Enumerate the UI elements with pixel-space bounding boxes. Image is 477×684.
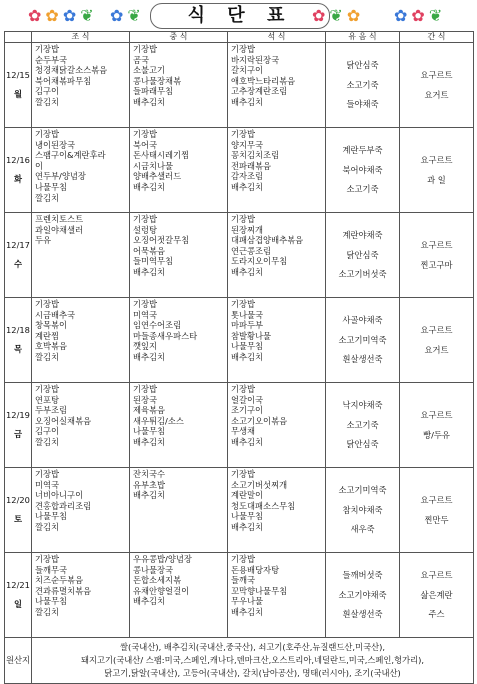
origin-line: 돼지고기(국내산/ 스팸:미국,스페인,캐나다,덴마크산,오스트리아,네덜란드,미국,스페인,헝가리),: [80, 655, 424, 665]
breakfast-cell: [32, 298, 130, 383]
menu-item: 꽁치김치조림: [231, 150, 280, 161]
menu-item: 배추김치: [133, 490, 166, 501]
menu-item: 도라지오이무침: [231, 256, 288, 267]
dinner-cell: [228, 553, 326, 638]
menu-item: 기장밥: [133, 384, 158, 394]
breakfast-cell: [32, 128, 130, 213]
menu-item: 견홍합과리조림: [35, 500, 92, 511]
menu-item: 새우죽: [350, 524, 375, 535]
menu-item: 나물무침: [35, 511, 68, 522]
menu-item: 요구르트: [420, 239, 453, 250]
day-cell: [5, 43, 32, 128]
corner-cell: [5, 32, 32, 43]
menu-item: 깔김치: [35, 521, 60, 532]
origin-row: [5, 638, 474, 684]
menu-item: 참발황나물: [231, 330, 272, 341]
lunch-cell: [130, 383, 228, 468]
menu-item: 요구르트: [420, 69, 453, 80]
snack-cell: [400, 468, 474, 553]
menu-item: 된장국: [133, 394, 158, 405]
menu-item: 배추김치: [231, 521, 264, 532]
menu-item: 깔김치: [35, 351, 60, 362]
menu-item: 김구이: [35, 86, 60, 97]
menu-item: 돈합소세지볶: [133, 575, 182, 586]
menu-item: 요거트: [424, 344, 449, 355]
dinner-cell: [228, 128, 326, 213]
menu-item: 계란말이: [231, 490, 264, 501]
milk-cell: [326, 128, 400, 213]
menu-item: 닭안심죽: [346, 60, 379, 71]
menu-item: 배추김치: [231, 351, 264, 362]
menu-item: 톳나물국: [231, 309, 264, 320]
menu-item: 나물무침: [133, 426, 166, 437]
menu-item: 배추김치: [231, 606, 264, 617]
flower-icon: ✿: [45, 6, 59, 25]
menu-item: 계란찜: [35, 330, 60, 341]
day-cell: [5, 213, 32, 298]
menu-item: 계란두부죽: [342, 145, 383, 156]
dinner-header: 석 식: [228, 32, 326, 43]
menu-item: 들깨버섯죽: [342, 570, 383, 581]
menu-item: 배추김치: [133, 181, 166, 192]
leaf-icon: ❦: [329, 6, 343, 25]
weekday-label: 수: [13, 259, 22, 269]
lunch-cell: [130, 298, 228, 383]
menu-item: 시금치나물: [133, 160, 174, 171]
weekday-label: 일: [13, 599, 22, 609]
menu-item: 소고기죽: [346, 79, 379, 90]
menu-item: 기장밥: [35, 384, 60, 394]
menu-item: 계란야채죽: [342, 230, 383, 241]
menu-item: 미역국: [35, 479, 60, 490]
menu-item: 소고기미역죽: [338, 334, 387, 345]
menu-item: 과 일: [427, 174, 446, 185]
menu-item: 기장밥: [133, 214, 158, 224]
menu-item: 북어채볶파무침: [35, 75, 92, 86]
day-row: [5, 553, 474, 638]
flower-decoration-right-outer: [394, 6, 442, 26]
date-label: 12/21: [6, 580, 30, 591]
dinner-cell: [228, 213, 326, 298]
menu-item: 주스: [428, 609, 445, 620]
menu-item: 두유: [35, 235, 52, 246]
menu-item: 삶은계란: [420, 589, 453, 600]
milk-cell: [326, 553, 400, 638]
menu-item: 오징어실채볶음: [35, 415, 92, 426]
menu-item: 참치야채죽: [342, 504, 383, 515]
flower-icon: ✿: [110, 6, 124, 25]
menu-item: 기장밥: [231, 129, 256, 139]
snack-cell: [400, 553, 474, 638]
milk-cell: [326, 298, 400, 383]
menu-item: 소고기죽: [346, 419, 379, 430]
menu-item: 냉이된장국: [35, 139, 76, 150]
menu-item: 곰국: [133, 54, 150, 65]
menu-item: 기장밥: [133, 129, 158, 139]
menu-item: 닭안심죽: [346, 439, 379, 450]
menu-item: 콩나물장국: [133, 564, 174, 575]
origin-text: [32, 638, 474, 684]
menu-item: 애호박느타리볶음: [231, 75, 296, 86]
menu-item: 너비아니구이: [35, 490, 84, 501]
date-label: 12/18: [6, 325, 30, 336]
menu-item: 기장밥: [133, 299, 158, 309]
menu-item: 기장밥: [231, 44, 256, 54]
snack-cell: [400, 213, 474, 298]
menu-item: 나물무침: [35, 181, 68, 192]
menu-item: 전파래볶음: [231, 160, 272, 171]
menu-item: 창목볶이: [35, 320, 68, 331]
menu-item: 갈치구이: [231, 65, 264, 76]
flower-icon: ✿: [346, 6, 361, 25]
menu-item: 깔김치: [35, 606, 60, 617]
menu-item: 북어국: [133, 139, 158, 150]
menu-item: 기장밥: [35, 129, 60, 139]
date-label: 12/20: [6, 495, 30, 506]
date-label: 12/17: [6, 240, 30, 251]
menu-item: 호박볶음: [35, 341, 68, 352]
snack-cell: [400, 43, 474, 128]
menu-item: 빵/두유: [423, 429, 450, 440]
day-row: [5, 298, 474, 383]
menu-item: 소고기야채죽: [338, 589, 387, 600]
lunch-cell: [130, 553, 228, 638]
breakfast-cell: [32, 553, 130, 638]
weekday-label: 토: [13, 514, 22, 524]
menu-item: 잔치국수: [133, 469, 166, 479]
menu-item: 들깨국: [231, 575, 256, 586]
menu-item: 이: [35, 160, 44, 171]
flower-decoration-left: [28, 6, 94, 26]
flower-icon: ✿: [62, 6, 77, 25]
menu-item: 배추김치: [133, 436, 166, 447]
menu-item: 무생채: [231, 426, 256, 437]
menu-item: 양지무국: [231, 139, 264, 150]
menu-item: 찐고구마: [420, 259, 453, 270]
dinner-cell: [228, 383, 326, 468]
lunch-cell: [130, 213, 228, 298]
menu-item: 시금배추국: [35, 309, 76, 320]
dinner-cell: [228, 298, 326, 383]
leaf-icon: ❦: [428, 6, 443, 25]
menu-item: 무우나물: [231, 596, 264, 607]
menu-item: 고추장계란조림: [231, 86, 288, 97]
menu-item: 소고기오이볶음: [231, 415, 288, 426]
milk-cell: [326, 468, 400, 553]
dinner-cell: [228, 43, 326, 128]
menu-item: 들깨무국: [35, 564, 68, 575]
menu-item: 기장밥: [231, 299, 256, 309]
origin-label: 원산지: [5, 638, 32, 684]
breakfast-cell: [32, 383, 130, 468]
menu-item: 들파래무침: [133, 86, 174, 97]
menu-item: 어묵볶음: [133, 245, 166, 256]
menu-item: 흰살생선죽: [342, 354, 383, 365]
day-row: [5, 128, 474, 213]
flower-icon: ✿: [394, 6, 408, 25]
header-row: [5, 32, 474, 43]
flower-decoration-right: [312, 6, 360, 26]
menu-item: 기장밥: [231, 554, 256, 564]
menu-item: 얼갈이국: [231, 394, 264, 405]
menu-item: 나물무침: [35, 596, 68, 607]
breakfast-cell: [32, 213, 130, 298]
menu-item: 연포탕: [35, 394, 60, 405]
menu-item: 미역국: [133, 309, 158, 320]
menu-item: 요구르트: [420, 570, 453, 581]
menu-item: 기장밥: [133, 44, 158, 54]
weekday-label: 목: [13, 344, 22, 354]
snack-header: 간 식: [400, 32, 474, 43]
menu-item: 감자조림: [231, 171, 264, 182]
header: [0, 0, 477, 32]
date-label: 12/15: [6, 70, 30, 81]
menu-item: 오징어젓갈무침: [133, 235, 190, 246]
menu-item: 마들종새우파스타: [133, 330, 198, 341]
day-cell: [5, 468, 32, 553]
menu-item: 두부조림: [35, 405, 68, 416]
menu-item: 과일야채샐러: [35, 224, 84, 235]
lunch-header: 중 식: [130, 32, 228, 43]
lunch-cell: [130, 468, 228, 553]
flower-decoration-left-inner: [110, 6, 141, 26]
menu-item: 프렌치토스트: [35, 214, 84, 224]
leaf-icon: ❦: [127, 6, 141, 25]
menu-item: 된장찌개: [231, 224, 264, 235]
milk-cell: [326, 383, 400, 468]
menu-item: 배추김치: [133, 96, 166, 107]
day-row: [5, 468, 474, 553]
menu-item: 나물무침: [231, 341, 264, 352]
lunch-cell: [130, 128, 228, 213]
leaf-icon: ❦: [80, 6, 94, 25]
menu-item: 사골야채죽: [342, 315, 383, 326]
lunch-cell: [130, 43, 228, 128]
menu-item: 요구르트: [420, 324, 453, 335]
menu-item: 소고기버섯찌개: [231, 479, 288, 490]
menu-item: 깻잎지: [133, 341, 158, 352]
snack-cell: [400, 128, 474, 213]
day-row: [5, 383, 474, 468]
menu-item: 설렁탕: [133, 224, 158, 235]
menu-item: 들미역무침: [133, 256, 174, 267]
snack-cell: [400, 383, 474, 468]
day-row: [5, 43, 474, 128]
weekday-label: 화: [13, 174, 22, 184]
menu-item: 콩나물장채볶: [133, 75, 182, 86]
menu-item: 북어야채죽: [342, 164, 383, 175]
menu-item: 마파두부: [231, 320, 264, 331]
flower-icon: ✿: [411, 6, 425, 25]
menu-item: 순두부국: [35, 54, 68, 65]
menu-item: 흰살생선죽: [342, 609, 383, 620]
menu-item: 기장밥: [35, 299, 60, 309]
menu-item: 기장밥: [231, 469, 256, 479]
menu-item: 기장밥: [35, 554, 60, 564]
menu-item: 요구르트: [420, 154, 453, 165]
day-cell: [5, 553, 32, 638]
menu-item: 요거트: [424, 89, 449, 100]
menu-item: 깔김치: [35, 96, 60, 107]
snack-cell: [400, 298, 474, 383]
weekday-label: 금: [13, 429, 22, 439]
flower-icon: ✿: [28, 6, 42, 25]
day-cell: [5, 128, 32, 213]
menu-item: 낙지야채죽: [342, 400, 383, 411]
menu-item: 꼬막향나물무침: [231, 585, 288, 596]
menu-item: 닭안심죽: [346, 249, 379, 260]
flower-icon: ✿: [312, 6, 326, 25]
menu-item: 견과류멸치볶음: [35, 585, 92, 596]
day-cell: [5, 298, 32, 383]
menu-item: 유부초밥: [133, 479, 166, 490]
menu-item: 연두부/양념장: [35, 171, 86, 182]
menu-item: 소고기죽: [346, 184, 379, 195]
menu-item: 소고기버섯죽: [338, 269, 387, 280]
menu-item: 새우튀김/소스: [133, 415, 184, 426]
date-label: 12/19: [6, 410, 30, 421]
menu-item: 임연수어조림: [133, 320, 182, 331]
menu-item: 돈사태시레기찜: [133, 150, 190, 161]
menu-item: 찐만두: [424, 514, 449, 525]
menu-item: 기장밥: [231, 214, 256, 224]
breakfast-cell: [32, 43, 130, 128]
breakfast-cell: [32, 468, 130, 553]
menu-item: 스팸구이&계란후라: [35, 150, 106, 161]
menu-item: 배추김치: [231, 181, 264, 192]
menu-item: 우유콩밥/양념장: [133, 554, 192, 564]
menu-table: [4, 31, 474, 684]
date-label: 12/16: [6, 155, 30, 166]
day-cell: [5, 383, 32, 468]
menu-item: 치즈순두볶음: [35, 575, 84, 586]
menu-item: 배추김치: [133, 351, 166, 362]
menu-item: 들야채죽: [346, 99, 379, 110]
menu-item: 조기구이: [231, 405, 264, 416]
milk-header: 유 음 식: [326, 32, 400, 43]
menu-item: 배추김치: [231, 436, 264, 447]
menu-item: 나물무침: [231, 511, 264, 522]
menu-item: 소고기미역죽: [338, 485, 387, 496]
menu-item: 기장밥: [35, 44, 60, 54]
day-row: [5, 213, 474, 298]
menu-item: 기장밥: [35, 469, 60, 479]
menu-item: 배추김치: [133, 266, 166, 277]
menu-item: 유채안향얼걸이: [133, 585, 190, 596]
origin-line: 닭고기,닭알(국내산), 고등어(국내산), 갈치(남아공산), 명태(러시아), 조기(국내산): [104, 668, 401, 678]
menu-item: 양배추샐러드: [133, 171, 182, 182]
menu-item: 깔김치: [35, 436, 60, 447]
weekday-label: 월: [13, 89, 22, 99]
menu-item: 김구이: [35, 426, 60, 437]
menu-item: 대패삼겹양배추볶음: [231, 235, 304, 246]
menu-item: 연근콩조림: [231, 245, 272, 256]
breakfast-header: 조 식: [32, 32, 130, 43]
menu-item: 청경채닭갈소스볶음: [35, 65, 108, 76]
origin-line: 쌀(국내산), 배추김치(국내산,중국산), 쇠고기(호주산,뉴질랜드산,미국산),: [120, 642, 385, 652]
milk-cell: [326, 213, 400, 298]
menu-item: 기장밥: [231, 384, 256, 394]
menu-item: 제육볶음: [133, 405, 166, 416]
menu-item: 배추김치: [133, 596, 166, 607]
menu-item: 깔김치: [35, 192, 60, 203]
page-title: 식 단 표: [150, 3, 330, 29]
menu-item: 소불고기: [133, 65, 166, 76]
menu-item: 배추김치: [231, 96, 264, 107]
menu-item: 배추김치: [231, 266, 264, 277]
menu-item: 요구르트: [420, 494, 453, 505]
dinner-cell: [228, 468, 326, 553]
menu-item: 돈용배당자탕: [231, 564, 280, 575]
menu-item: 청도대패소스무침: [231, 500, 296, 511]
menu-item: 바지락된장국: [231, 54, 280, 65]
milk-cell: [326, 43, 400, 128]
menu-item: 요구르트: [420, 409, 453, 420]
